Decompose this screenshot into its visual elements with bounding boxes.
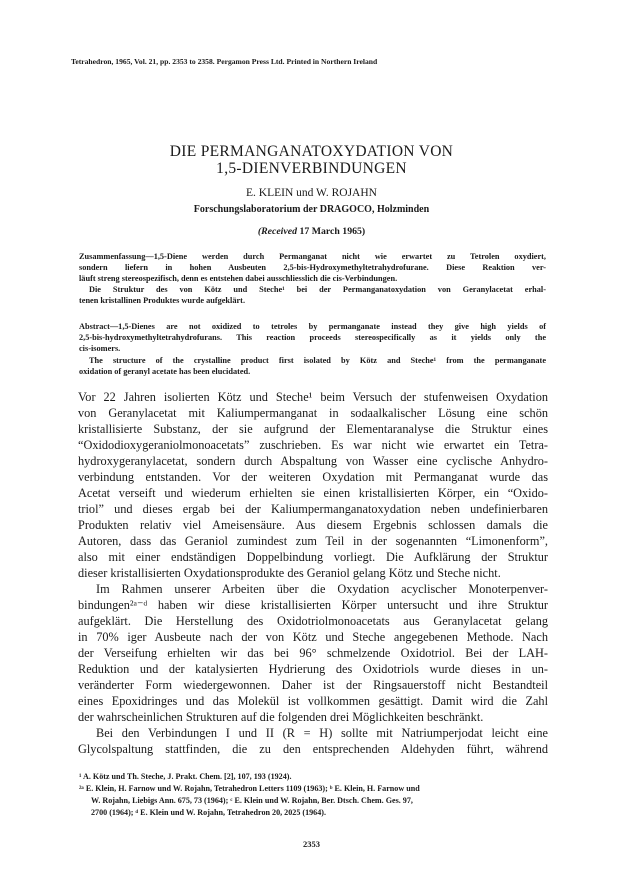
body-line: veränderter Form wiedergewonnen. Daher ist der Ringsauerstoff nicht Bestandteil bbox=[78, 678, 548, 692]
body-line: hydroxygeranylacetat, sondern durch Abspaltung von Wasser eine cyclische Anhydro- bbox=[78, 454, 548, 468]
body-line: Reduktion und der katalysierten Hydrierung des Oxidotriols wurde dieses in un- bbox=[78, 662, 548, 676]
body-line: verbindung entstanden. Vor der weiteren Oxydation mit Permanganat wurde das bbox=[78, 470, 548, 484]
authors: E. KLEIN und W. ROJAHN bbox=[246, 187, 377, 199]
body-line: also mit einer endständigen Doppelbindung vorliegt. Die Aufklärung der Struktur bbox=[78, 550, 548, 564]
abstract-line: 2,5-bis-hydroxymethyltetrahydrofurans. This reaction proceeds stereospecifically as it yields only the bbox=[79, 333, 546, 342]
journal-header: Tetrahedron, 1965, Vol. 21, pp. 2353 to 2358. Pergamon Press Ltd. Printed in Northern Ireland bbox=[71, 57, 378, 66]
body-line: Acetat verseift und wiederum erhielten sie einen kristallisierten Körper, ein “Oxido- bbox=[78, 486, 548, 500]
body-line: Im Rahmen unserer Arbeiten über die Oxydation acyclischer Monoterpenver- bbox=[96, 582, 548, 596]
zusammenfassung-line: Die Struktur des von Kötz und Steche¹ bei der Permanganatoxydation von Geranylacetat erhal- bbox=[89, 285, 546, 294]
zusammenfassung-line: tenen kristallinen Produktes wurde aufgeklärt. bbox=[79, 296, 246, 305]
abstract-line: The structure of the crystalline product first isolated by Kötz and Steche¹ from the permanganate bbox=[89, 356, 546, 365]
body-line: eines Epoxidringes und das Molekül ist vollkommen gesättigt. Damit wird die Zahl bbox=[78, 694, 548, 708]
zusammenfassung-line: sondern liefern in hohen Ausbeuten 2,5-bis-Hydroxymethyltetrahydrofurane. Diese Reaktion ver- bbox=[79, 263, 546, 272]
body-line: der Verseifung erhielten wir das bei 96° schmelzende Oxidotriol. Bei der LAH- bbox=[78, 646, 548, 660]
footnote-2-cont: 2700 (1964); ᵈ E. Klein und W. Rojahn, Tetrahedron 20, 2025 (1964). bbox=[91, 808, 326, 817]
abstract-line: oxidation of geranyl acetate has been elucidated. bbox=[79, 367, 251, 376]
body-line: dieser kristallisierten Oxydationsprodukte des Geraniol gelang Kötz und Steche nicht. bbox=[78, 566, 501, 580]
article-title-line-1: DIE PERMANGANATOXYDATION VON bbox=[169, 143, 454, 160]
zusammenfassung-line: Zusammenfassung—1,5-Diene werden durch Permanganat nicht wie erwartet zu Tetrolen oxydiert, bbox=[79, 252, 546, 261]
body-line: Glycolspaltung stattfinden, die zu den entsprechenden Aldehyden führt, während bbox=[78, 742, 548, 756]
footnote-1: ¹ A. Kötz und Th. Steche, J. Prakt. Chem. [2], 107, 193 (1924). bbox=[79, 772, 292, 781]
body-line: von Geranylacetat mit Kaliumpermanganat in sodaalkalischer Lösung eine schön bbox=[78, 406, 548, 420]
body-line: in 70% iger Ausbeute nach der von Kötz und Steche angegebenen Methode. Nach bbox=[78, 630, 548, 644]
received-date bbox=[0, 226, 623, 237]
received-day-month: 17 March bbox=[299, 226, 340, 237]
body-line: bindungen²ᵃ⁻ᵈ haben wir diese kristallisierten Körper untersucht und ihre Struktur bbox=[78, 598, 548, 612]
page-number: 2353 bbox=[303, 839, 320, 849]
body-line: der wahrscheinlichen Strukturen auf die folgenden drei Möglichkeiten beschränkt. bbox=[78, 710, 484, 724]
body-line: Bei den Verbindungen I und II (R = H) sollte mit Natriumperjodat leicht eine bbox=[96, 726, 548, 740]
body-line: Vor 22 Jahren isolierten Kötz und Steche¹ beim Versuch der stufenweisen Oxydation bbox=[78, 390, 548, 404]
article-title-line-2: 1,5-DIENVERBINDUNGEN bbox=[216, 160, 407, 177]
body-line: kristallisierte Substanz, der sie aufgrund der Elementaranalyse die Struktur eines bbox=[78, 422, 548, 436]
footnote-2-cont: W. Rojahn, Liebigs Ann. 675, 73 (1964); ᶜ E. Klein und W. Rojahn, Ber. Dtsch. Chem. Ges. 97, bbox=[91, 796, 413, 805]
footnote-2: ²ᵃ E. Klein, H. Farnow und W. Rojahn, Tetrahedron Letters 1109 (1963); ᵇ E. Klein, H. Farnow und bbox=[79, 784, 420, 793]
body-line: “Oxidodioxygeraniolmonoacetats” zuschrieben. Es war nicht wie erwartet ein Tetra- bbox=[78, 438, 548, 452]
body-line: Produkten relativ viel Ameisensäure. Aus diesem Ergebnis schlossen damals die bbox=[78, 518, 548, 532]
zusammenfassung-line: läuft streng stereospezifisch, denn es entstehen dabei ausschliesslich die cis-Verbindungen. bbox=[79, 274, 398, 283]
received-label: (Received bbox=[257, 226, 298, 237]
body-line: Autoren, dass das Geraniol zumindest zum Teil in der sogenannten “Limonenform”, bbox=[78, 534, 548, 548]
received-year: 1965) bbox=[342, 226, 366, 237]
body-line: triol” und dieses ergab bei der Kaliumpermanganatoxydation neben undefinierbaren bbox=[78, 502, 548, 516]
affiliation: Forschungslaboratorium der DRAGOCO, Holzminden bbox=[193, 204, 430, 215]
body-line: aufgeklärt. Die Herstellung des Oxidotriolmonoacetats aus Geranylacetat gelang bbox=[78, 614, 548, 628]
abstract-line: Abstract—1,5-Dienes are not oxidized to tetroles by permanganate instead they give high yields of bbox=[79, 322, 546, 331]
abstract-line: cis-isomers. bbox=[79, 344, 121, 353]
